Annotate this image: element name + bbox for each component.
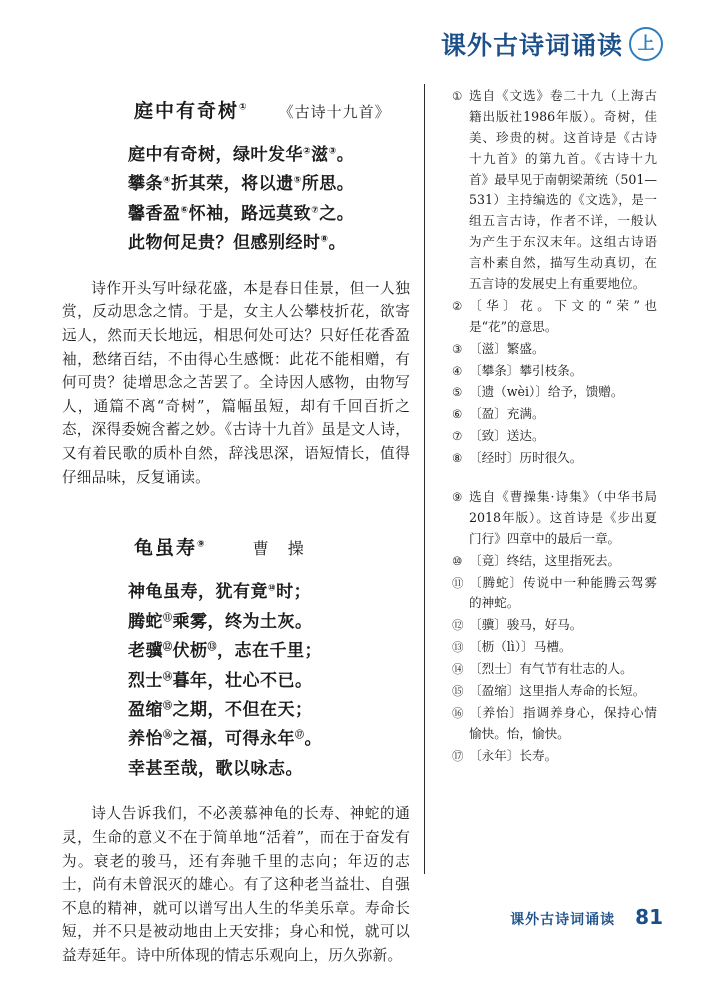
note-item (452, 339, 657, 360)
note-item (452, 681, 657, 702)
note-text: 〔致〕送达。 (469, 428, 545, 444)
poem-block-2 (62, 533, 410, 967)
note-item (452, 573, 657, 615)
note-item (452, 404, 657, 425)
note-text: 〔攀条〕攀引枝条。 (469, 362, 583, 378)
note-marker: ⑭ (452, 662, 464, 677)
poem-line: 此物何足贵？但感别经时⑧。 (128, 233, 347, 254)
note-ref-icon: ⑮ (163, 701, 173, 712)
poem-line: 烈士⑭暮年，壮心不已。 (128, 670, 313, 691)
note-text: 〔养怡〕指调养身心，保持心情愉快。怡，愉快。 (469, 704, 657, 741)
note-ref-icon: ⑩ (268, 583, 277, 594)
note-marker: ⑧ (452, 451, 463, 466)
note-item (452, 361, 657, 382)
note-ref-icon: ⑦ (311, 205, 320, 216)
note-ref-icon: ⑥ (180, 205, 189, 216)
note-ref-icon: ⑤ (293, 175, 302, 186)
note-text: 〔竟〕终结，这里指死去。 (469, 552, 621, 568)
note-ref-icon: ⑬ (207, 642, 218, 653)
note-text: 〔滋〕繁盛。 (469, 340, 545, 356)
note-marker: ⑮ (452, 684, 464, 699)
poem-1-title-note: ① (239, 102, 249, 113)
note-item (452, 382, 657, 403)
poem-line: 馨香盈⑥怀袖，路远莫致⑦之。 (128, 203, 355, 224)
note-ref-icon: ③ (328, 146, 337, 157)
note-text: 〔烈士〕有气节有壮志的人。 (469, 661, 633, 677)
note-text: 〔盈缩〕这里指人寿命的长短。 (469, 683, 646, 699)
note-marker: ⑪ (452, 575, 464, 590)
note-text: 〔枥（lì）〕马槽。 (469, 639, 572, 655)
note-marker: ⑬ (452, 640, 464, 655)
poem-line: 攀条④折其荣，将以遗⑤所思。 (128, 174, 355, 195)
poem-2-lines (62, 578, 410, 784)
note-marker: ⑥ (452, 407, 463, 422)
note-item (452, 487, 657, 550)
note-text: 〔经时〕历时很久。 (469, 450, 583, 466)
note-marker: ③ (452, 341, 463, 356)
note-marker: ⑤ (452, 385, 463, 400)
note-ref-icon: ⑭ (163, 671, 173, 682)
note-item (452, 703, 657, 745)
note-ref-icon: ② (303, 146, 312, 157)
poem-line: 腾蛇⑪乘雾，终为土灰。 (128, 611, 313, 632)
poem-1-heading (62, 96, 410, 123)
poem-2-author: 曹 操 (252, 539, 311, 559)
note-item (452, 426, 657, 447)
note-ref-icon: ⑰ (295, 730, 305, 741)
annotation-column (452, 86, 657, 768)
note-marker: ⑦ (452, 429, 463, 444)
note-item (452, 551, 657, 572)
poem-line: 庭中有奇树，绿叶发华②滋③。 (128, 145, 355, 165)
poem-1-source: 《古诗十九首》 (278, 103, 391, 121)
note-marker: ⑨ (452, 490, 463, 505)
poem-2-heading (62, 533, 410, 560)
note-text: 〔腾蛇〕传说中一种能腾云驾雾的神蛇。 (469, 574, 657, 611)
note-text: 〔遗（wèi）〕给予，馈赠。 (469, 384, 624, 400)
poem-1-title: 庭中有奇树① (134, 100, 249, 122)
volume-badge: 上 (629, 27, 663, 61)
note-item (452, 448, 657, 469)
poem-1-commentary: 诗作开头写叶绿花盛，本是春日佳景，但一人独赏，反动思念之情。于是，女主人公攀枝折花，欲寄远人，然而天长地远，相思何处可达？只好任花香盈袖，愁绪百结，不由得心生感慨：此花不能相赠，有何可贵？徒增思念之苦罢了。全诗因人感物，由物写人，通篇不离“奇树”，篇幅虽短，却有千回百折之态，深得委婉含蓄之妙。《古诗十九首》虽是文人诗，又有着民歌的质朴自然，辞浅思深，语短情长，值得仔细品味，反复诵读。 (62, 279, 410, 486)
note-item (452, 86, 657, 295)
poem-block-1 (62, 96, 410, 489)
poem-line: 幸甚至哉，歌以咏志。 (128, 758, 303, 779)
poem-line: 老骥⑫伏枥⑬，志在千里； (128, 641, 323, 662)
page-number: 81 (635, 905, 663, 929)
note-marker: ④ (452, 363, 463, 378)
poem-2-title: 龟虽寿⑨ (134, 537, 207, 560)
page-header (441, 26, 663, 62)
note-text: 〔华〕花。下文的“荣”也是“花”的意思。 (469, 297, 657, 334)
note-text: 〔盈〕充满。 (469, 406, 545, 422)
note-ref-icon: ⑯ (163, 730, 173, 741)
note-marker: ⑯ (452, 705, 464, 720)
poem-line: 盈缩⑮之期，不但在天； (128, 700, 313, 721)
note-marker: ⑰ (452, 748, 464, 763)
poem-2-title-note: ⑨ (197, 540, 207, 551)
poem-line: 养怡⑯之福，可得永年⑰。 (128, 729, 323, 750)
note-item (452, 615, 657, 636)
note-marker: ② (452, 298, 463, 313)
note-text: 选自《曹操集·诗集》（中华书局2018年版）。这首诗是《步出夏门行》四章中的最后一章。 (469, 489, 657, 546)
note-ref-icon: ⑫ (163, 642, 173, 653)
note-item (452, 637, 657, 658)
note-item (452, 746, 657, 767)
note-text: 〔骥〕骏马，好马。 (469, 617, 583, 633)
footer-title: 课外古诗词诵读 (510, 912, 616, 928)
note-text: 〔永年〕长寿。 (469, 747, 558, 763)
poem-1-lines (62, 141, 410, 259)
note-ref-icon: ⑪ (163, 613, 173, 624)
note-group-separator (452, 470, 657, 487)
page-footer (510, 905, 663, 929)
note-marker: ⑩ (452, 553, 463, 568)
note-marker: ⑫ (452, 618, 464, 633)
poem-line: 神龟虽寿，犹有竟⑩时； (128, 582, 312, 603)
main-content-column (62, 84, 410, 982)
note-item (452, 296, 657, 338)
note-text: 选自《文选》卷二十九（上海古籍出版社1986年版）。奇树，佳美、珍贵的树。这首诗是《古诗十九首》的第九首。《古诗十九首》最早见于南朝梁萧统（501—531）主持编选的《文选》，是一组五言古诗，作者不详，一般认为产生于东汉末年。这组古诗语言朴素自然，描写生动真切，在五言诗的发展史上有重要地位。 (469, 88, 657, 292)
note-item (452, 659, 657, 680)
note-marker: ① (452, 89, 463, 103)
note-ref-icon: ④ (163, 175, 172, 186)
column-divider (424, 84, 425, 874)
page-title: 课外古诗词诵读 (440, 31, 623, 60)
note-ref-icon: ⑧ (320, 234, 329, 245)
poem-2-commentary: 诗人告诉我们，不必羡慕神龟的长寿、神蛇的通灵，生命的意义不在于简单地“活着”，而在于奋发有为。衰老的骏马，还有奔驰千里的志向；年迈的志士，尚有未曾泯灭的雄心。有了这种老当益壮、自强不息的精神，就可以谱写出人生的华美乐章。寿命长短，并不只是被动地由上天安排；身心和悦，就可以益寿延年。诗中所体现的情志乐观向上，历久弥新。 (62, 805, 410, 965)
